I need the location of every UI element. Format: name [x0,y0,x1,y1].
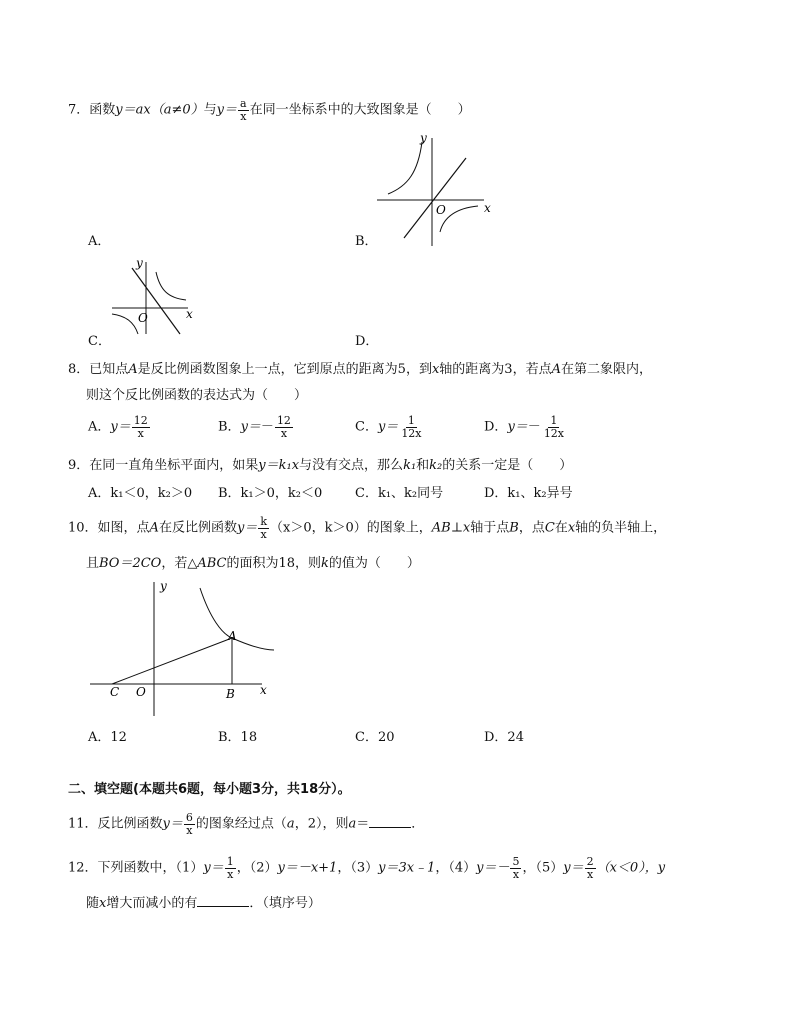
answer-blank[interactable] [369,815,411,828]
q9-option-a: A．k₁＜0，k₂＞0 [88,486,193,501]
q8-option-c: C．y＝ $\frac{1}{12x}$ [355,414,422,440]
q7-graph-b [372,128,502,250]
hyperbola-branch-upper-right [156,272,186,300]
q7-option-d-label: D． [355,334,379,349]
point-label-b: B [226,687,235,701]
q7-option-b-label: B． [355,234,378,249]
question-12-line-2: 随x增大而减小的有 ．（填序号） [86,896,321,911]
question-8-line-2: 则这个反比例函数的表达式为（ ） [86,388,308,403]
axis-label-y: y [136,256,143,270]
axis-label-y: y [420,131,427,145]
hyperbola-branch [200,588,274,650]
hyperbola-branch-lower-left [112,314,138,334]
axis-label-y: y [160,579,167,593]
axis-label-x: x [186,307,193,321]
axis-label-x: x [484,201,491,215]
q9-option-d: D．k₁、k₂异号 [484,486,573,501]
question-7-stem: 7．函数y＝ax（a≠0）与y＝ $\frac{a}{x}$ 在同一坐标系中的大致图象是（ ） [68,97,471,123]
point-label-a: A [228,629,237,643]
q10-option-d: D．24 [484,730,524,745]
answer-blank[interactable] [197,894,249,907]
q10-option-b: B．18 [218,730,258,745]
q9-option-b: B．k₁＞0，k₂＜0 [218,486,323,501]
question-8-line-1: 8．已知点A是反比例函数图象上一点，它到原点的距离为5，到x轴的距离为3，若点A在第二象限内， [68,362,652,377]
hyperbola-branch-upper-left [388,142,422,194]
question-11-stem: 11．反比例函数y＝ $\frac{6}{x}$ 的图象经过点（a，2），则a＝ ． [68,811,425,837]
question-9-stem: 9．在同一直角坐标平面内，如果y＝k₁x与没有交点，那么k₁和k₂的关系一定是（ ） [68,458,573,473]
question-10-line-1: 10．如图，点A在反比例函数y＝ $\frac{k}{x}$ （x＞0，k＞0）的图象上，AB⊥x轴于点B，点C在x轴的负半轴上， [68,515,667,541]
fraction-a-over-x: $\frac{a}{x}$ [240,97,247,123]
q7-graph-c [108,256,204,336]
q8-option-d: D．y＝－ $\frac{1}{12x}$ [484,414,565,440]
point-label-c: C [110,685,120,699]
section-2-title: 二、填空题(本题共6题，每小题3分，共18分）。 [68,782,351,797]
origin-label: O [136,685,146,699]
q8-option-b: B．y＝－ $\frac{12}{x}$ [218,414,291,440]
segment-ca [112,638,232,684]
q7-option-c-label: C． [88,334,111,349]
q7-option-a-label: A． [88,234,111,249]
q8-option-a: A．y＝ $\frac{12}{x}$ [88,414,148,440]
origin-label: O [436,203,446,217]
q10-graph [86,578,282,720]
question-10-line-2: 且BO＝2CO，若△ABC的面积为18，则k的值为（ ） [86,556,420,571]
question-12-line-1: 12．下列函数中，（1）y＝ $\frac{1}{x}$ ，（2）y＝－x+1，（3）y＝3x﹣1，（4）y＝－ $\frac{5}{x}$ ，（5）y＝ $\frac{2}{x}$ （x＜0），y [68,855,666,881]
origin-label: O [138,311,148,325]
q9-option-c: C．k₁、k₂同号 [355,486,444,501]
linear-function-line [404,158,466,238]
q10-option-c: C．20 [355,730,395,745]
axis-label-x: x [260,683,267,697]
q10-option-a: A．12 [88,730,127,745]
